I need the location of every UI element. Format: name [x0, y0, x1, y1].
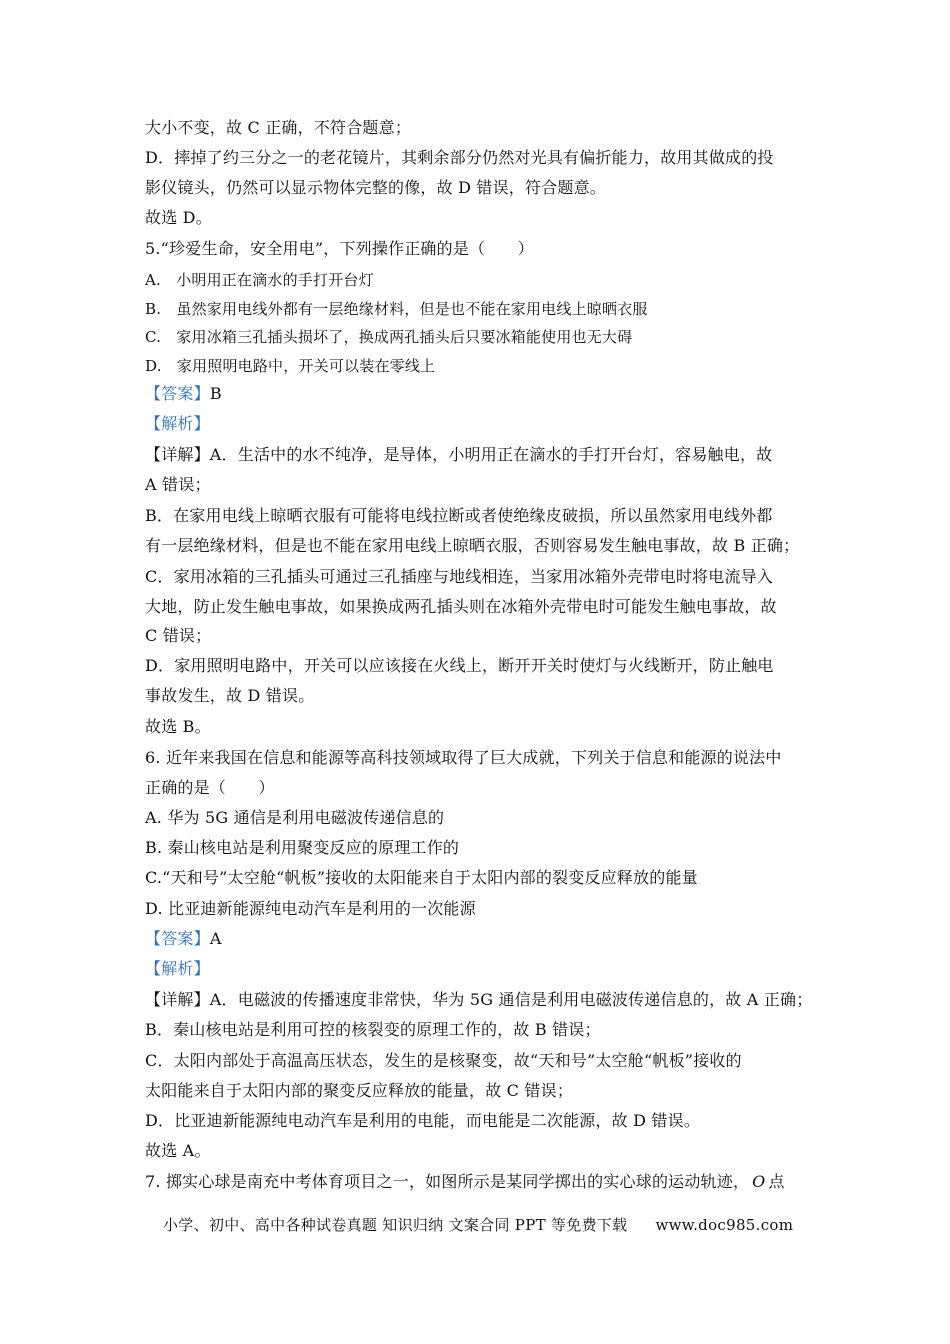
- text-line: B．秦山核电站是利用可控的核裂变的原理工作的，故 B 错误；: [145, 1020, 601, 1039]
- option-b: B. 虽然家用电线外都有一层绝缘材料，但是也不能在家用电线上晾晒衣服: [145, 300, 648, 318]
- text-line: 故选 D。: [145, 208, 212, 227]
- text-line: D．摔掉了约三分之一的老花镜片，其剩余部分仍然对光具有偏折能力，故用其做成的投: [145, 148, 774, 167]
- answer-line: [145, 384, 222, 404]
- text-line: 大地，防止发生触电事故，如果换成两孔插头则在冰箱外壳带电时可能发生触电事故，故: [145, 597, 777, 616]
- text-line: 影仪镜头，仍然可以显示物体完整的像，故 D 错误，符合题意。: [145, 178, 607, 197]
- question-6-stem-cont: 正确的是（ ）: [145, 778, 275, 797]
- footer-url[interactable]: www.doc985.com: [655, 1216, 794, 1234]
- text-line: 事故发生，故 D 错误。: [145, 686, 315, 705]
- footer-text: 小学、初中、高中各种试卷真题 知识归纳 文案合同 PPT 等免费下载: [163, 1216, 628, 1234]
- text-line: 大小不变，故 C 正确，不符合题意；: [145, 118, 412, 137]
- answer-value: A: [209, 929, 222, 948]
- text-line: 有一层绝缘材料，但是也不能在家用电线上晾晒衣服，否则容易发生触电事故，故 B 正确；: [145, 536, 800, 555]
- analysis-tag: 【解析】: [145, 414, 210, 433]
- question-5-stem: 5.“珍爱生命，安全用电”，下列操作正确的是（ ）: [145, 239, 534, 258]
- text-line: D．比亚迪新能源纯电动汽车是利用的电能，而电能是二次能源，故 D 错误。: [145, 1111, 701, 1130]
- text-line: 故选 B。: [145, 717, 211, 736]
- question-7-stem: [145, 1172, 785, 1192]
- text-line: 故选 A。: [145, 1141, 211, 1160]
- option-d: D. 比亚迪新能源纯电动汽车是利用的一次能源: [145, 899, 476, 918]
- text-line: B．在家用电线上晾晒衣服有可能将电线拉断或者使绝缘皮破损，所以虽然家用电线外都: [145, 506, 773, 525]
- option-a: A. 小明用正在滴水的手打开台灯: [145, 271, 374, 289]
- answer-line: [145, 929, 222, 949]
- text-line: 【详解】A．生活中的水不纯净，是导体，小明用正在滴水的手打开台灯，容易触电，故: [145, 445, 773, 464]
- point-o-symbol: O: [752, 1172, 766, 1191]
- option-b: B. 秦山核电站是利用聚变反应的原理工作的: [145, 838, 460, 857]
- question-7-text: 7. 掷实心球是南充中考体育项目之一，如图所示是某同学掷出的实心球的运动轨迹，: [145, 1172, 750, 1191]
- analysis-tag: 【解析】: [145, 959, 210, 978]
- option-d: D. 家用照明电路中，开关可以装在零线上: [145, 357, 436, 375]
- text-line: C．家用冰箱的三孔插头可通过三孔插座与地线相连，当家用冰箱外壳带电时将电流导入: [145, 567, 774, 586]
- option-a: A. 华为 5G 通信是利用电磁波传递信息的: [145, 808, 445, 827]
- text-line: 【详解】A．电磁波的传播速度非常快，华为 5G 通信是利用电磁波传递信息的，故 A 正确；: [145, 990, 813, 1009]
- question-6-stem: 6. 近年来我国在信息和能源等高科技领域取得了巨大成就，下列关于信息和能源的说法中: [145, 748, 782, 767]
- text-line: C．太阳内部处于高温高压状态，发生的是核聚变，故“天和号”太空舱“帆板”接收的: [145, 1051, 742, 1070]
- text-line: D．家用照明电路中，开关可以应该接在火线上，断开开关时使灯与火线断开，防止触电: [145, 656, 774, 675]
- option-c: C.“天和号”太空舱“帆板”接收的太阳能来自于太阳内部的裂变反应释放的能量: [145, 868, 698, 887]
- question-7-text-end: 点: [768, 1172, 785, 1191]
- answer-value: B: [209, 384, 222, 403]
- answer-tag: 【答案】: [145, 929, 210, 948]
- text-line: A 错误；: [145, 475, 211, 494]
- text-line: 太阳能来自于太阳内部的聚变反应释放的能量，故 C 错误；: [145, 1081, 574, 1100]
- answer-tag: 【答案】: [145, 384, 210, 403]
- text-line: C 错误；: [145, 626, 212, 645]
- page-footer: [163, 1214, 793, 1235]
- option-c: C. 家用冰箱三孔插头损坏了，换成两孔插头后只要冰箱能使用也无大碍: [145, 328, 633, 346]
